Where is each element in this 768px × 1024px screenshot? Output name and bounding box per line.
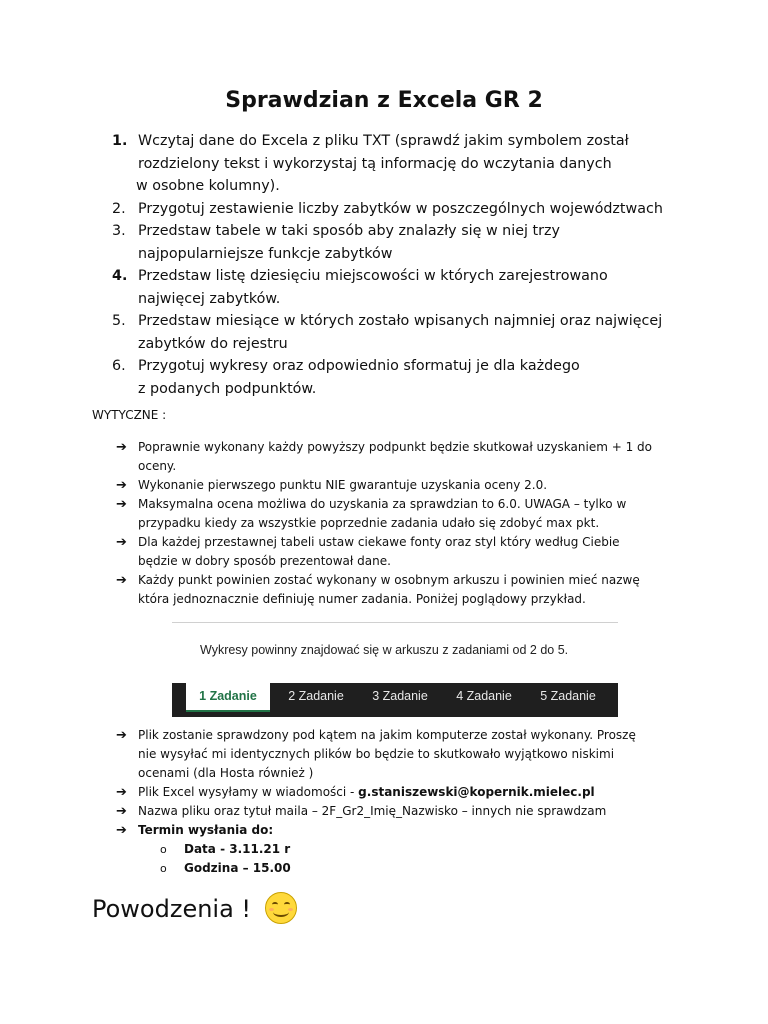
deadline-list (160, 840, 291, 878)
guideline-item (116, 571, 696, 609)
task-line: z podanych podpunktów. (138, 380, 317, 397)
task-item-5 (112, 310, 712, 355)
guideline-line: nie wysyłać mi identycznych plików bo będzie to skutkowało wyjątkowo niskimi (138, 747, 615, 761)
task-line: zabytków do rejestru (138, 335, 288, 352)
closing-line (92, 894, 297, 926)
guideline-line: Maksymalna ocena możliwa do uzyskania za sprawdzian to 6.0. UWAGA – tylko w (138, 497, 627, 511)
guidelines-heading: WYTYCZNE : (92, 408, 167, 422)
task-line: Przygotuj wykresy oraz odpowiednio sformatuj je dla każdego (138, 358, 580, 374)
arrow-icon: ➔ (116, 440, 127, 455)
task-line: najpopularniejsze funkcje zabytków (138, 245, 393, 262)
guideline-line: która jednoznacznie definiuję numer zadania. Poniżej poglądowy przykład. (138, 592, 586, 606)
task-number: 1. (112, 133, 128, 149)
task-line: rozdzielony tekst i wykorzystaj tą informację do wczytania danych (138, 155, 612, 172)
guideline-line: Termin wysłania do: (138, 823, 274, 837)
email-prefix: Plik Excel wysyłamy w wiadomości - (138, 785, 359, 799)
task-item-4 (112, 265, 712, 310)
guideline-line: przypadku kiedy za wszystkie poprzednie zadania udało się zdobyć max pkt. (138, 516, 600, 530)
guideline-line: Wykonanie pierwszego punktu NIE gwarantuje uzyskania oceny 2.0. (138, 478, 548, 492)
guideline-line: oceny. (138, 459, 177, 473)
example-note: Wykresy powinny znajdować się w arkuszu z zadaniami od 2 do 5. (200, 643, 569, 657)
guideline-item (116, 495, 696, 533)
deadline-text: Data - 3.11.21 r (184, 842, 291, 856)
sheet-tab-5[interactable]: 5 Zadanie (540, 689, 596, 703)
guideline-line: ocenami (dla Hosta również ) (138, 766, 314, 780)
task-line: Przedstaw miesiące w których zostało wpisanych najmniej oraz najwięcej (138, 313, 663, 329)
guideline-item (116, 533, 696, 571)
arrow-icon: ➔ (116, 573, 127, 588)
guideline-line: będzie w dobry sposób prezentował dane. (138, 554, 391, 568)
sheet-tab-4[interactable]: 4 Zadanie (456, 689, 512, 703)
task-item-3 (112, 220, 712, 265)
document-title: Sprawdzian z Excela GR 2 (225, 88, 543, 113)
task-number: 6. (112, 358, 126, 374)
sheet-tab-3[interactable]: 3 Zadanie (372, 689, 428, 703)
task-list (112, 130, 712, 400)
arrow-icon: ➔ (116, 785, 127, 800)
task-item-6 (112, 355, 712, 400)
task-number: 3. (112, 223, 126, 239)
arrow-icon: ➔ (116, 478, 127, 493)
deadline-date (160, 840, 291, 859)
task-line: Przedstaw tabele w taki sposób aby znalazły się w niej trzy (138, 223, 560, 239)
arrow-icon: ➔ (116, 535, 127, 550)
excel-sheet-tabs-example (172, 622, 618, 717)
guideline-line: Plik zostanie sprawdzony pod kątem na jakim komputerze został wykonany. Proszę (138, 728, 636, 742)
guideline-item (116, 726, 696, 783)
arrow-icon: ➔ (116, 804, 127, 819)
smiley-icon (265, 892, 297, 924)
guideline-item-email (116, 783, 696, 802)
guidelines-list-bottom (116, 726, 696, 840)
guideline-line (138, 783, 696, 802)
task-number: 4. (112, 268, 128, 284)
circle-bullet-icon: o (160, 862, 167, 875)
arrow-icon: ➔ (116, 497, 127, 512)
deadline-time (160, 859, 291, 878)
guidelines-list-top (116, 438, 696, 609)
guideline-item (116, 821, 696, 840)
arrow-icon: ➔ (116, 823, 127, 838)
closing-text: Powodzenia ! (92, 895, 252, 923)
guideline-item (116, 476, 696, 495)
arrow-icon: ➔ (116, 728, 127, 743)
guideline-line: Poprawnie wykonany każdy powyższy podpunkt będzie skutkował uzyskaniem + 1 do (138, 440, 653, 454)
task-line: Przygotuj zestawienie liczby zabytków w poszczególnych województwach (138, 200, 663, 217)
guideline-line: Dla każdej przestawnej tabeli ustaw ciekawe fonty oraz styl który według Ciebie (138, 535, 620, 549)
sheet-tab-2[interactable]: 2 Zadanie (288, 689, 344, 703)
task-line: Przedstaw listę dziesięciu miejscowości w których zarejestrowano (138, 268, 608, 284)
circle-bullet-icon: o (160, 843, 167, 856)
task-number: 5. (112, 313, 126, 329)
sheet-tab-bar (172, 683, 618, 717)
task-number: 2. (112, 200, 126, 217)
guideline-line: Każdy punkt powinien zostać wykonany w osobnym arkuszu i powinien mieć nazwę (138, 573, 640, 587)
sheet-tab-1[interactable]: 1 Zadanie (186, 683, 270, 712)
deadline-text: Godzina – 15.00 (184, 861, 291, 875)
task-item-2 (112, 198, 712, 221)
email-address: g.staniszewski@kopernik.mielec.pl (358, 785, 595, 799)
guideline-line: Nazwa pliku oraz tytuł maila – 2F_Gr2_Imię_Nazwisko – innych nie sprawdzam (138, 804, 607, 818)
guideline-item (116, 438, 696, 476)
task-line: Wczytaj dane do Excela z pliku TXT (sprawdź jakim symbolem został (138, 133, 629, 149)
task-line: w osobne kolumny). (136, 178, 280, 194)
task-line: najwięcej zabytków. (138, 290, 281, 307)
task-item-1 (112, 130, 712, 198)
guideline-item (116, 802, 696, 821)
